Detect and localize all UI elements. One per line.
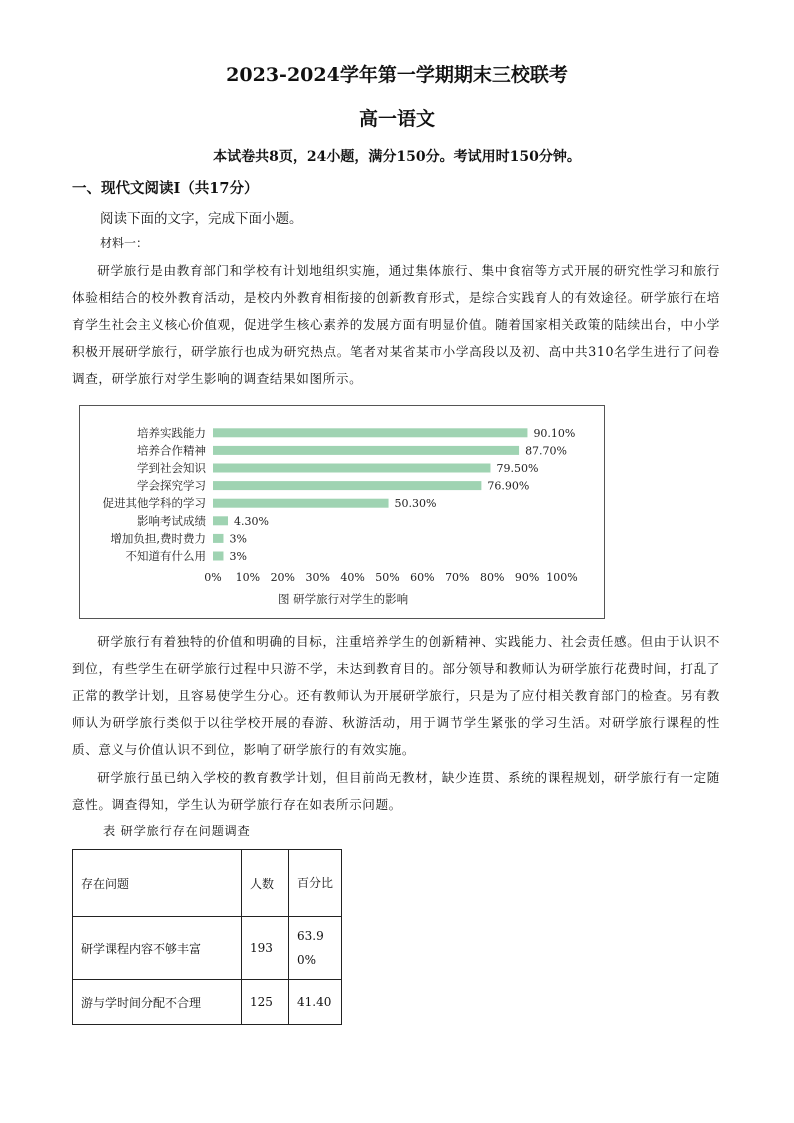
- tick-label: 100%: [546, 570, 578, 584]
- bar: [213, 499, 389, 508]
- bar: [213, 516, 228, 525]
- chart-title: 图 研学旅行对学生的影响: [278, 591, 409, 606]
- tick-label: 0%: [204, 570, 222, 584]
- table-header-cell: 人数: [242, 850, 289, 917]
- material-label: 材料一：: [100, 236, 149, 250]
- paragraph-2: 研学旅行有着独特的价值和明确的目标，注重培养学生的创新精神、实践能力、社会责任感。但由于认识不到位，有些学生在研学旅行过程中只游不学，未达到教育目的。部分领导和教师认为研学旅行花费时间，打乱了正常的教学计划，且容易使学生分心。还有教师认为开展研学旅行，只是为了应付相关教育部门的检查。另有教师认为研学旅行类似于以往学校开展的春游、秋游活动，用于调节学生紧张的学习生活。对研学旅行课程的性质、意义与价值认识不到位，影响了研学旅行的有效实施。: [72, 634, 720, 757]
- exam-title: 2023-2024学年第一学期期末三校联考: [226, 64, 568, 86]
- instruction-text: 阅读下面的文字，完成下面小题。: [100, 211, 303, 227]
- table-cell: 游与学时间分配不合理: [73, 980, 242, 1025]
- table-row: [73, 980, 342, 1025]
- table-row: [73, 917, 342, 980]
- tick-label: 10%: [235, 570, 261, 584]
- table-header-row: [73, 850, 342, 917]
- paragraph-1: 研学旅行是由教育部门和学校有计划地组织实施，通过集体旅行、集中食宿等方式开展的研究性学习和旅行体验相结合的校外教育活动，是校内外教育相衔接的创新教育形式，是综合实践育人的有效途径。研学旅行在培育学生社会主义核心价值观，促进学生核心素养的发展方面有明显价值。随着国家相关政策的陆续出台，中小学积极开展研学旅行，研学旅行也成为研究热点。笔者对某省某市小学高段以及初、高中共310名学生进行了问卷调查，研学旅行对学生影响的调查结果如图所示。: [72, 263, 720, 386]
- data-label: 50.30%: [394, 497, 437, 511]
- category-label: 促进其他学科的学习: [102, 496, 206, 511]
- data-label: 87.70%: [525, 444, 568, 458]
- tick-label: 40%: [340, 570, 365, 584]
- data-label: 4.30%: [234, 514, 269, 528]
- data-label: 3%: [229, 532, 247, 546]
- table-cell: 193: [242, 917, 289, 980]
- chart-svg: [80, 406, 606, 620]
- section-heading: 一、现代文阅读Ⅰ（共17分）: [72, 180, 259, 197]
- exam-info: 本试卷共8页，24小题，满分150分。考试用时150分钟。: [213, 149, 581, 165]
- category-label: 学会探究学习: [137, 478, 206, 493]
- bar: [213, 481, 481, 490]
- table-cell: 研学课程内容不够丰富: [73, 917, 242, 980]
- tick-label: 50%: [375, 570, 400, 584]
- subject-title: 高一语文: [358, 108, 435, 130]
- tick-label: 20%: [270, 570, 296, 584]
- table-cell: 63.90%: [289, 917, 342, 980]
- data-label: 90.10%: [533, 426, 576, 440]
- bar: [213, 464, 490, 473]
- tick-label: 60%: [410, 570, 435, 584]
- table-cell: 125: [242, 980, 289, 1025]
- category-label: 增加负担,费时费力: [110, 531, 206, 546]
- bar: [213, 552, 223, 561]
- bar: [213, 428, 527, 437]
- bar: [213, 446, 519, 455]
- tick-label: 70%: [445, 570, 470, 584]
- category-label: 不知道有什么用: [125, 549, 206, 563]
- bar: [213, 534, 223, 543]
- data-label: 76.90%: [487, 479, 530, 493]
- table-header-cell: 存在问题: [73, 850, 242, 917]
- tick-label: 90%: [514, 570, 540, 584]
- table-header-cell: 百分比: [289, 850, 342, 917]
- paragraph-3: 研学旅行虽已纳入学校的教育教学计划，但目前尚无教材，缺少连贯、系统的课程规划，研学旅行有一定随意性。调查得知，学生认为研学旅行存在如表所示问题。: [72, 770, 720, 812]
- data-label: 3%: [229, 550, 247, 563]
- category-label: 培养合作精神: [137, 443, 206, 458]
- table-caption: 表 研学旅行存在问题调查: [103, 824, 251, 838]
- category-label: 培养实践能力: [137, 425, 206, 440]
- survey-table: [72, 849, 342, 1025]
- category-label: 影响考试成绩: [137, 513, 206, 528]
- category-label: 学到社会知识: [137, 461, 206, 475]
- tick-label: 30%: [305, 570, 330, 584]
- data-label: 79.50%: [496, 462, 539, 475]
- table-cell: 41.40: [289, 980, 342, 1025]
- tick-label: 80%: [479, 570, 505, 584]
- bar-chart: [79, 405, 605, 619]
